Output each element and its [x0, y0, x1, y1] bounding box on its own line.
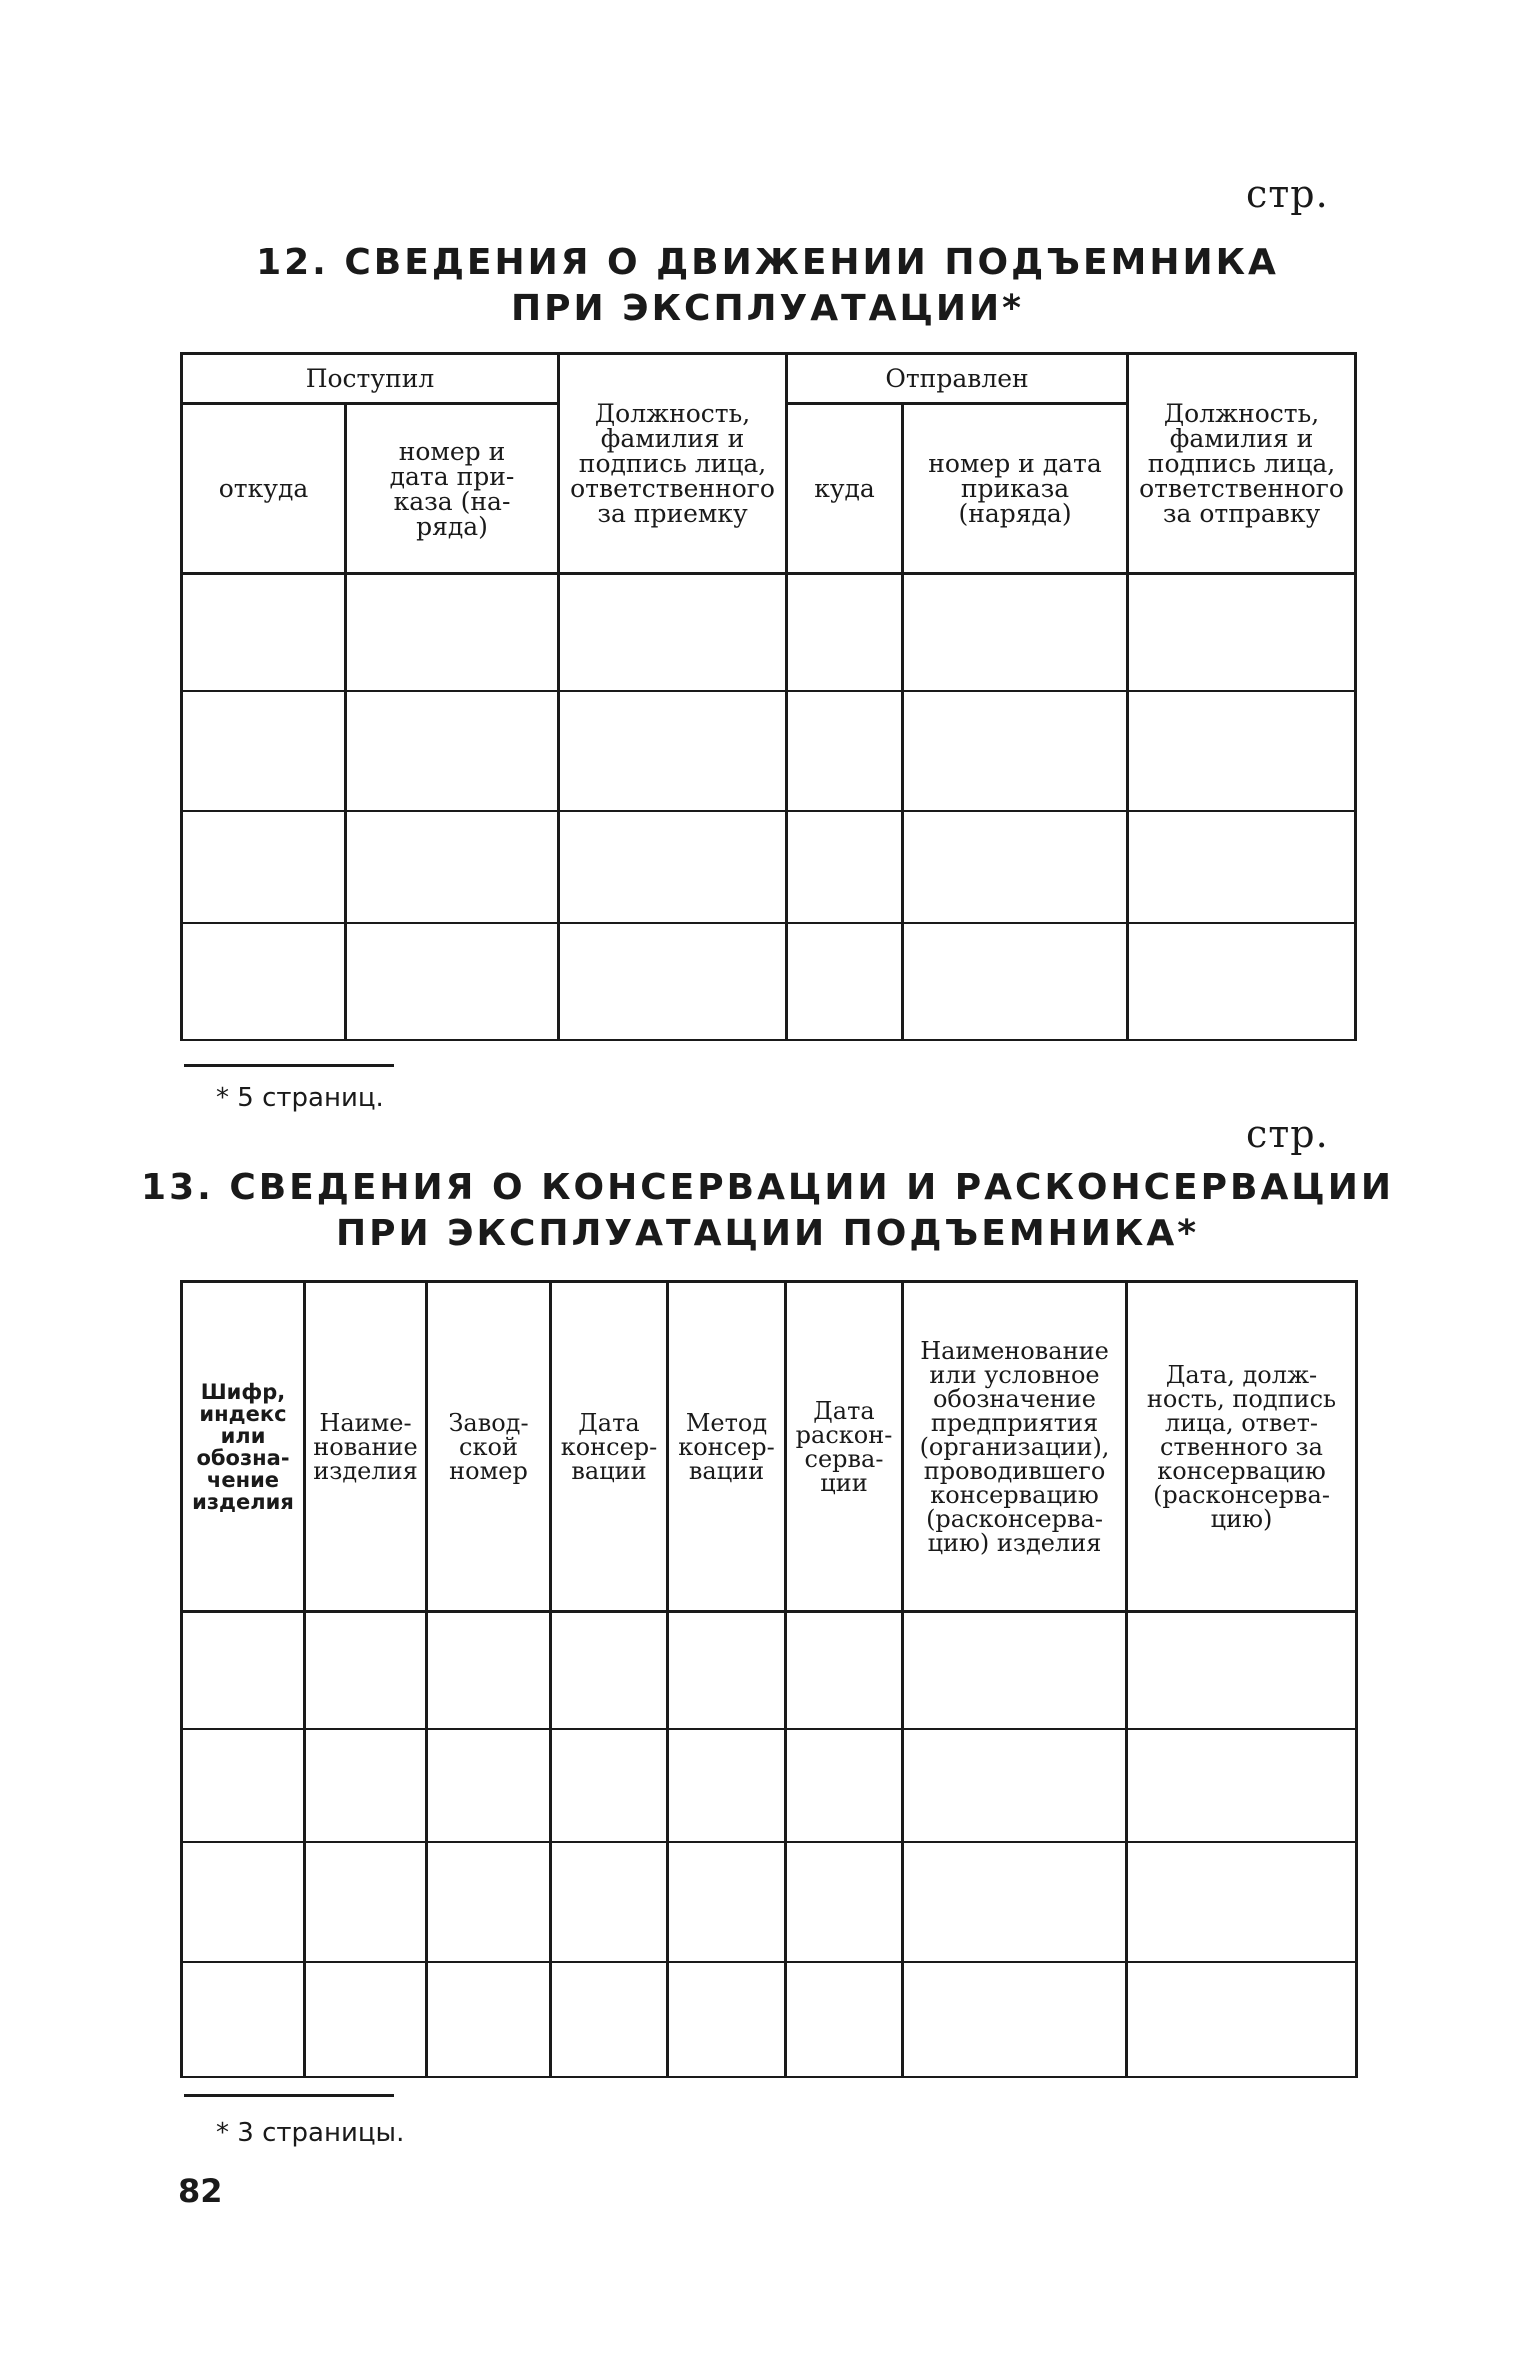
- table-cell[interactable]: [787, 923, 903, 1040]
- table-cell[interactable]: [903, 811, 1128, 923]
- table-cell[interactable]: [786, 1962, 903, 2077]
- table-row: [182, 811, 1356, 923]
- header-enterprise: Наименование или условное обозначение предприятия (организации), проводившего консервацию (расконсерва- цию) изделия: [903, 1282, 1127, 1612]
- table-cell[interactable]: [668, 1729, 786, 1842]
- table-cell[interactable]: [903, 574, 1128, 691]
- page-label-12: стр.: [1246, 172, 1329, 216]
- section-13-title: [0, 1165, 1535, 1257]
- table-cell[interactable]: [182, 1729, 305, 1842]
- table-cell[interactable]: [559, 691, 787, 811]
- page-label-13: стр.: [1246, 1112, 1329, 1156]
- table-cell[interactable]: [786, 1729, 903, 1842]
- header-order-received: номер и дата при- каза (на- ряда): [346, 404, 559, 574]
- table-cell[interactable]: [346, 811, 559, 923]
- table-row: [182, 1612, 1357, 1729]
- section-13-title-line1: 13. СВЕДЕНИЯ О КОНСЕРВАЦИИ И РАСКОНСЕРВАЦИИ: [141, 1167, 1394, 1208]
- section-12-title-line2: ПРИ ЭКСПЛУАТАЦИИ*: [511, 288, 1024, 329]
- footnote-12: * 5 страниц.: [216, 1083, 384, 1113]
- table-cell[interactable]: [427, 1612, 551, 1729]
- header-serial-number: Завод- ской номер: [427, 1282, 551, 1612]
- table-cell[interactable]: [305, 1729, 427, 1842]
- table-cell[interactable]: [1127, 1962, 1357, 2077]
- conservation-table: [180, 1280, 1358, 2078]
- header-responsible-dispatch: Должность, фамилия и подпись лица, ответственного за отправку: [1128, 354, 1356, 574]
- header-received: Поступил: [182, 354, 559, 404]
- table-row: [182, 1842, 1357, 1962]
- table-cell[interactable]: [559, 811, 787, 923]
- table-cell[interactable]: [551, 1729, 668, 1842]
- table-cell[interactable]: [346, 923, 559, 1040]
- table-cell[interactable]: [346, 691, 559, 811]
- table-cell[interactable]: [427, 1962, 551, 2077]
- header-sent: Отправлен: [787, 354, 1128, 404]
- table-cell[interactable]: [786, 1612, 903, 1729]
- table-cell[interactable]: [1127, 1612, 1357, 1729]
- table-cell[interactable]: [551, 1842, 668, 1962]
- table-cell[interactable]: [182, 1962, 305, 2077]
- footnote-13: * 3 страницы.: [216, 2118, 405, 2148]
- header-order-sent: номер и дата приказа (наряда): [903, 404, 1128, 574]
- header-to: куда: [787, 404, 903, 574]
- page-number: 82: [178, 2172, 223, 2210]
- table-cell[interactable]: [903, 1842, 1127, 1962]
- table-cell[interactable]: [903, 923, 1128, 1040]
- table-cell[interactable]: [305, 1842, 427, 1962]
- table-cell[interactable]: [182, 923, 346, 1040]
- table-cell[interactable]: [305, 1962, 427, 2077]
- table-cell[interactable]: [427, 1842, 551, 1962]
- header-item-name: Наиме- нование изделия: [305, 1282, 427, 1612]
- table-cell[interactable]: [1128, 923, 1356, 1040]
- table-cell[interactable]: [668, 1612, 786, 1729]
- table-cell[interactable]: [427, 1729, 551, 1842]
- table-cell[interactable]: [305, 1612, 427, 1729]
- table-cell[interactable]: [182, 1842, 305, 1962]
- table-cell[interactable]: [903, 1729, 1127, 1842]
- table-cell[interactable]: [551, 1962, 668, 2077]
- table-cell[interactable]: [903, 1612, 1127, 1729]
- footnote-rule-13: [184, 2094, 394, 2097]
- table-cell[interactable]: [1128, 574, 1356, 691]
- table-cell[interactable]: [559, 574, 787, 691]
- table-cell[interactable]: [559, 923, 787, 1040]
- header-responsible-receipt: Должность, фамилия и подпись лица, ответственного за приемку: [559, 354, 787, 574]
- section-12-title-line1: 12. СВЕДЕНИЯ О ДВИЖЕНИИ ПОДЪЕМНИКА: [256, 242, 1279, 283]
- table-cell[interactable]: [1128, 811, 1356, 923]
- movement-table: [180, 352, 1357, 1041]
- table-cell[interactable]: [786, 1842, 903, 1962]
- table-cell[interactable]: [668, 1842, 786, 1962]
- table-cell[interactable]: [182, 574, 346, 691]
- table-cell[interactable]: [668, 1962, 786, 2077]
- header-conservation-date: Дата консер- вации: [551, 1282, 668, 1612]
- section-13-title-line2: ПРИ ЭКСПЛУАТАЦИИ ПОДЪЕМНИКА*: [335, 1213, 1200, 1254]
- header-from: откуда: [182, 404, 346, 574]
- table-cell[interactable]: [1127, 1729, 1357, 1842]
- table-cell[interactable]: [903, 1962, 1127, 2077]
- header-conservation-method: Метод консер- вации: [668, 1282, 786, 1612]
- table-cell[interactable]: [182, 691, 346, 811]
- header-responsible: Дата, долж- ность, подпись лица, ответ- ственного за консервацию (расконсерва- цию): [1127, 1282, 1357, 1612]
- table-cell[interactable]: [787, 811, 903, 923]
- table-cell[interactable]: [182, 811, 346, 923]
- section-12-title: [0, 240, 1535, 332]
- header-code: Шифр, индекс или обозна- чение изделия: [182, 1282, 305, 1612]
- table-row: [182, 574, 1356, 691]
- table-cell[interactable]: [346, 574, 559, 691]
- header-reconservation-date: Дата раскон- серва- ции: [786, 1282, 903, 1612]
- table-row: [182, 691, 1356, 811]
- table-cell[interactable]: [551, 1612, 668, 1729]
- table-row: [182, 1962, 1357, 2077]
- footnote-rule-12: [184, 1064, 394, 1067]
- table-row: [182, 923, 1356, 1040]
- table-cell[interactable]: [903, 691, 1128, 811]
- table-cell[interactable]: [1128, 691, 1356, 811]
- table-cell[interactable]: [787, 691, 903, 811]
- table-row: [182, 1729, 1357, 1842]
- table-cell[interactable]: [182, 1612, 305, 1729]
- table-cell[interactable]: [787, 574, 903, 691]
- table-cell[interactable]: [1127, 1842, 1357, 1962]
